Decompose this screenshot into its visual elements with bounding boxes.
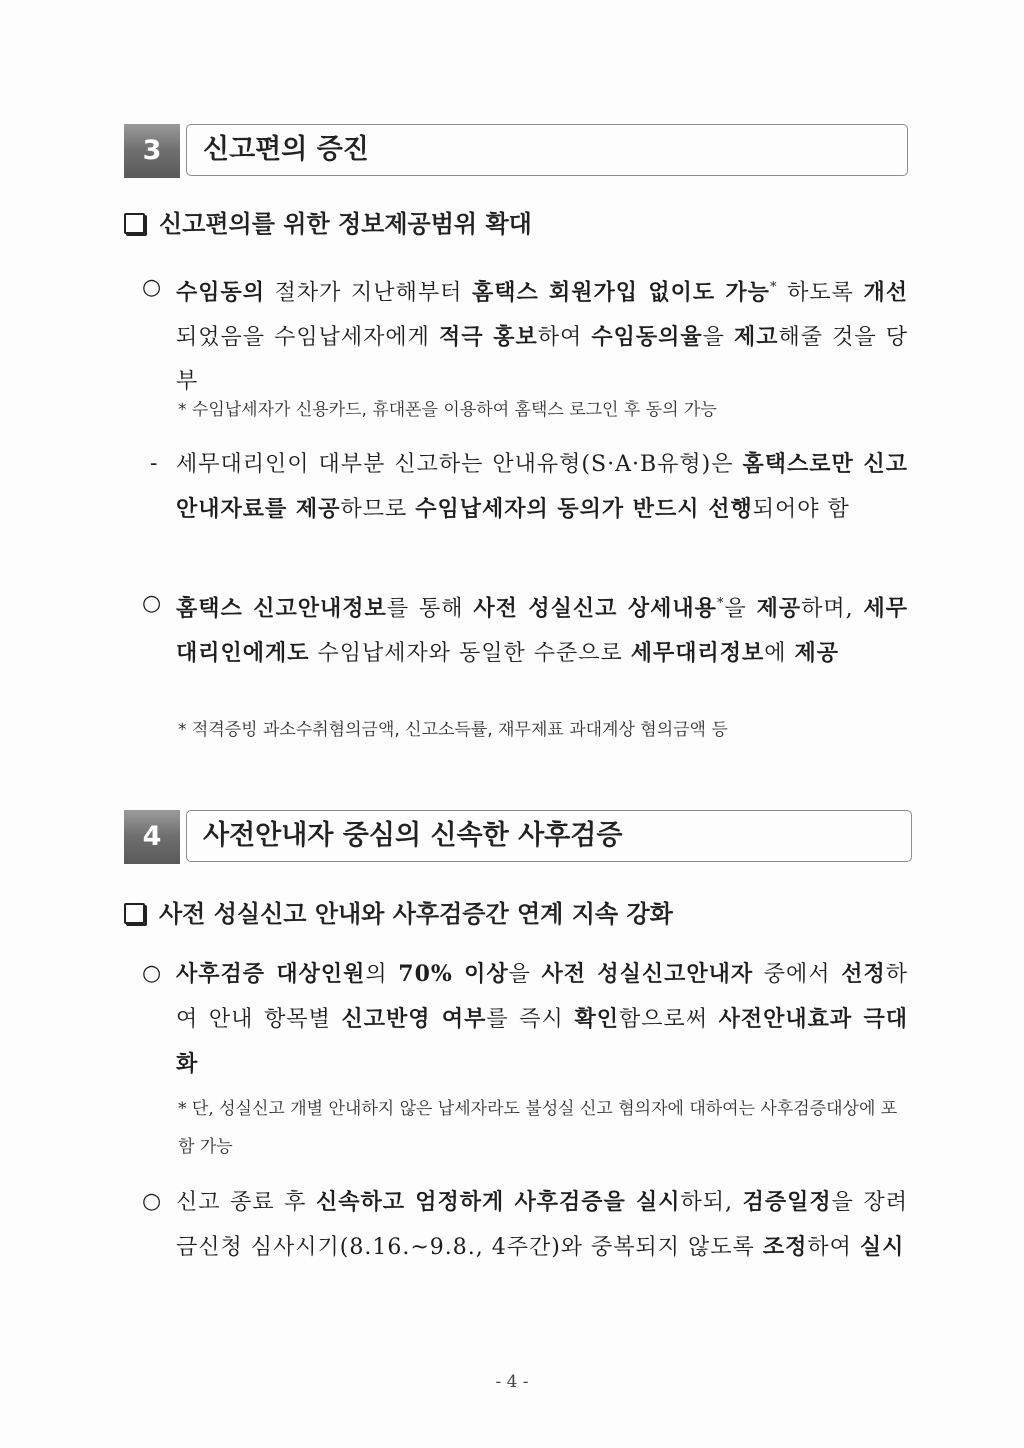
section-number: 4 xyxy=(124,810,180,864)
subheading-text: 사전 성실신고 안내와 사후검증간 연계 지속 강화 xyxy=(159,900,673,928)
bullet-circle: ○ xyxy=(142,275,162,300)
subheading xyxy=(124,208,532,240)
bullet-circle: ○ xyxy=(142,591,162,616)
paragraph: 신고 종료 후 신속하고 엄정하게 사후검증을 실시하되, 검증일정을 장려금신청 심사시기(8.16.~9.8., 4주간)와 중복되지 않도록 조정하여 실시 xyxy=(176,1189,908,1260)
bullet-dash: - xyxy=(150,451,158,476)
bullet-circle: ○ xyxy=(142,961,162,986)
paragraph: 세무대리인이 대부분 신고하는 안내유형(S·A·B유형)은 홈택스로만 신고안내자료를 제공하므로 수임납세자의 동의가 반드시 선행되어야 함 xyxy=(176,451,908,522)
section-header-4 xyxy=(124,810,912,864)
bullet-circle: ○ xyxy=(142,1189,162,1214)
section-header-3 xyxy=(124,124,908,178)
page-number: - 4 - xyxy=(495,1372,529,1392)
footnote: * 적격증빙 과소수취혐의금액, 신고소득률, 재무제표 과대계상 혐의금액 등 xyxy=(178,720,728,740)
subheading xyxy=(124,898,673,930)
footnote: * 수임납세자가 신용카드, 휴대폰을 이용하여 홈택스 로그인 후 동의 가능 xyxy=(178,400,717,420)
paragraph: 수임동의 절차가 지난해부터 홈택스 회원가입 없이도 가능* 하도록 개선되었음을 수임납세자에게 적극 홍보하여 수임동의율을 제고해줄 것을 당부 xyxy=(176,279,908,395)
section-title: 사전안내자 중심의 신속한 사후검증 xyxy=(186,810,912,862)
section-title: 신고편의 증진 xyxy=(186,124,908,176)
checkbox-square-icon xyxy=(124,903,145,924)
paragraph: 홈택스 신고안내정보를 통해 사전 성실신고 상세내용*을 제공하며, 세무대리인에게도 수임납세자와 동일한 수준으로 세무대리정보에 제공 xyxy=(176,595,908,667)
subheading-text: 신고편의를 위한 정보제공범위 확대 xyxy=(159,210,532,238)
paragraph: 사후검증 대상인원의 70% 이상을 사전 성실신고안내자 중에서 선정하여 안내 항목별 신고반영 여부를 즉시 확인함으로써 사전안내효과 극대화 xyxy=(176,961,908,1077)
section-number: 3 xyxy=(124,124,180,178)
footnote: * 단, 성실신고 개별 안내하지 않은 납세자라도 불성실 신고 혐의자에 대하여는 사후검증대상에 포함 가능 xyxy=(178,1099,898,1157)
checkbox-square-icon xyxy=(124,213,145,234)
